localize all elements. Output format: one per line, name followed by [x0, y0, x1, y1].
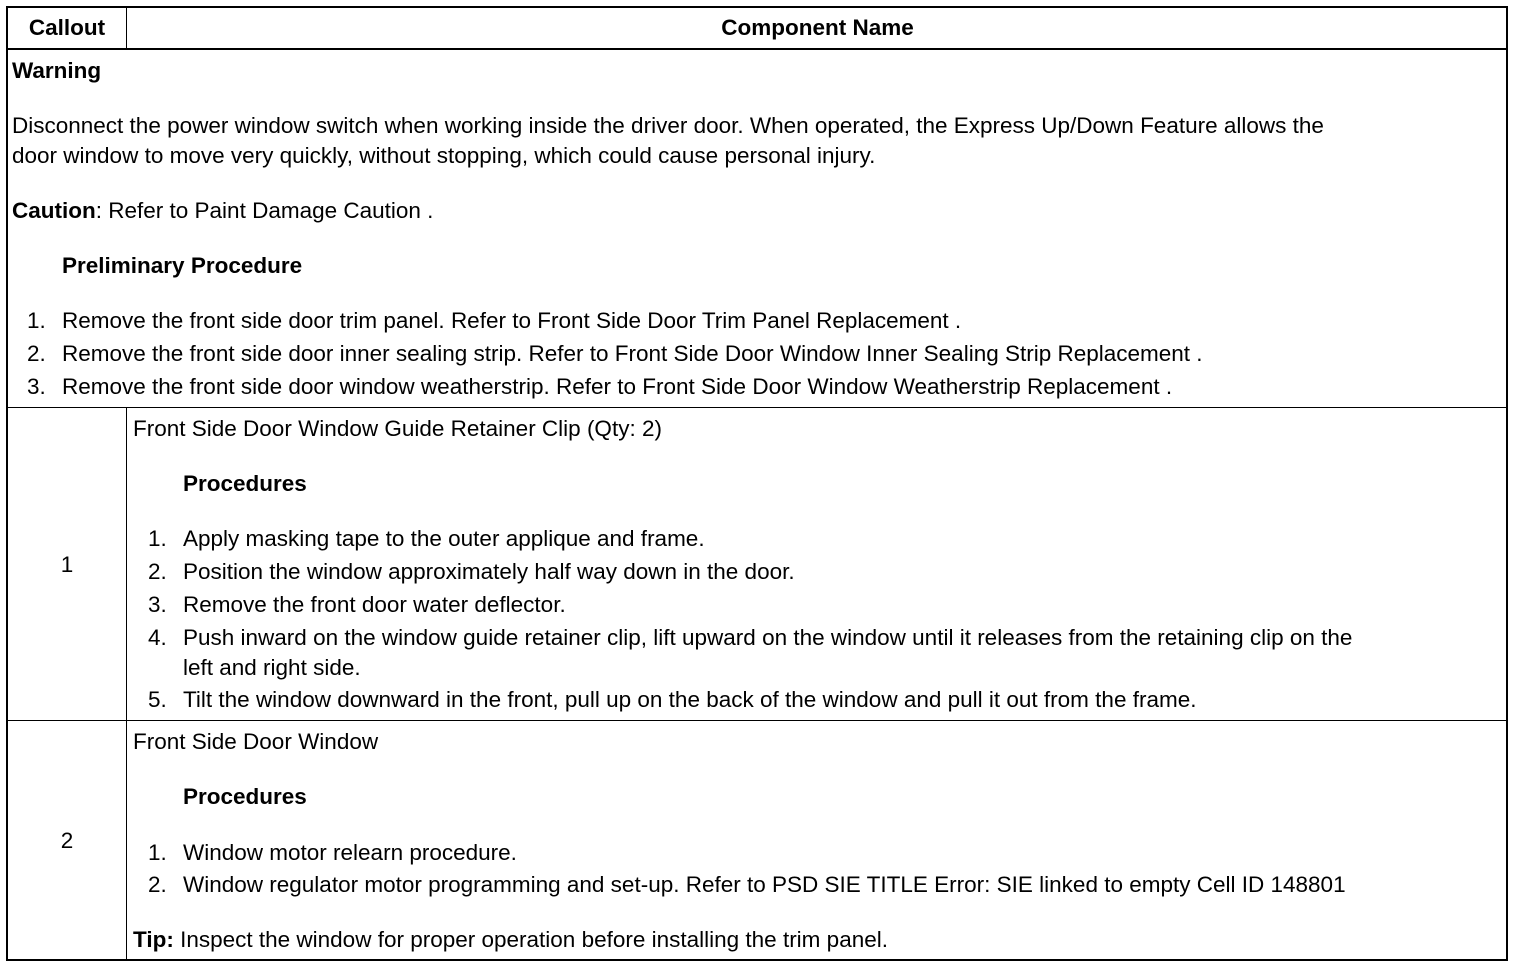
preliminary-step-number: 2. [27, 341, 46, 366]
tip-label: Tip: [133, 927, 174, 952]
row-1-step-number: 1. [148, 526, 167, 551]
row-1-step-text: Apply masking tape to the outer applique and frame. [183, 526, 705, 551]
row-divider-1 [8, 720, 1506, 721]
row-2-step-number: 2. [148, 872, 167, 897]
preliminary-step-text: Remove the front side door inner sealing strip. Refer to Front Side Door Window Inner Sealing Strip Replacement . [62, 341, 1203, 366]
caution-label: Caution [12, 198, 96, 223]
row-1-step-number: 5. [148, 687, 167, 712]
row-2-callout: 2 [60, 828, 74, 853]
preliminary-step-number: 3. [27, 374, 46, 399]
caution-note [12, 198, 433, 224]
warning-text-line-2: door window to move very quickly, without stopping, which could cause personal injury. [12, 143, 876, 168]
preliminary-step-text: Remove the front side door window weatherstrip. Refer to Front Side Door Window Weatherstrip Replacement . [62, 374, 1173, 399]
row-1-step-text: Remove the front door water deflector. [183, 592, 566, 617]
row-1-callout: 1 [60, 552, 74, 577]
row-1-step-text: Position the window approximately half way down in the door. [183, 559, 795, 584]
row-2-step-text: Window regulator motor programming and set-up. Refer to PSD SIE TITLE Error: SIE linked to empty Cell ID 148801 [183, 872, 1346, 897]
preliminary-step-text: Remove the front side door trim panel. Refer to Front Side Door Trim Panel Replacement . [62, 308, 962, 333]
header-component-name: Component Name [721, 15, 914, 40]
row-2-step-text: Window motor relearn procedure. [183, 840, 517, 865]
row-1-step-number: 4. [148, 625, 167, 650]
column-divider-body [126, 407, 127, 959]
procedure-table [6, 6, 1508, 961]
preliminary-procedure-title: Preliminary Procedure [62, 253, 303, 278]
row-1-step-number: 3. [148, 592, 167, 617]
row-1-step-text: Tilt the window downward in the front, pull up on the back of the window and pull it out from the frame. [183, 687, 1197, 712]
preliminary-step-number: 1. [27, 308, 46, 333]
header-callout: Callout [28, 15, 106, 40]
header-divider [8, 48, 1506, 50]
warning-text-line-1: Disconnect the power window switch when working inside the driver door. When operated, the Express Up/Down Feature allows the [12, 113, 1324, 138]
row-1-step-text-continued: left and right side. [183, 655, 361, 680]
row-1-step-text: Push inward on the window guide retainer clip, lift upward on the window until it releases from the retaining clip on the [183, 625, 1353, 650]
tip-text: Inspect the window for proper operation before installing the trim panel. [173, 927, 888, 952]
row-2-component-name: Front Side Door Window [133, 729, 379, 754]
row-2-procedures-title: Procedures [183, 784, 307, 809]
row-divider-general [8, 407, 1506, 408]
row-1-procedures-title: Procedures [183, 471, 307, 496]
row-1-component-name: Front Side Door Window Guide Retainer Clip (Qty: 2) [133, 416, 662, 441]
row-1-step-number: 2. [148, 559, 167, 584]
caution-text: : Refer to Paint Damage Caution . [95, 198, 434, 223]
tip-note [133, 927, 888, 953]
row-2-step-number: 1. [148, 840, 167, 865]
warning-label: Warning [12, 58, 102, 83]
